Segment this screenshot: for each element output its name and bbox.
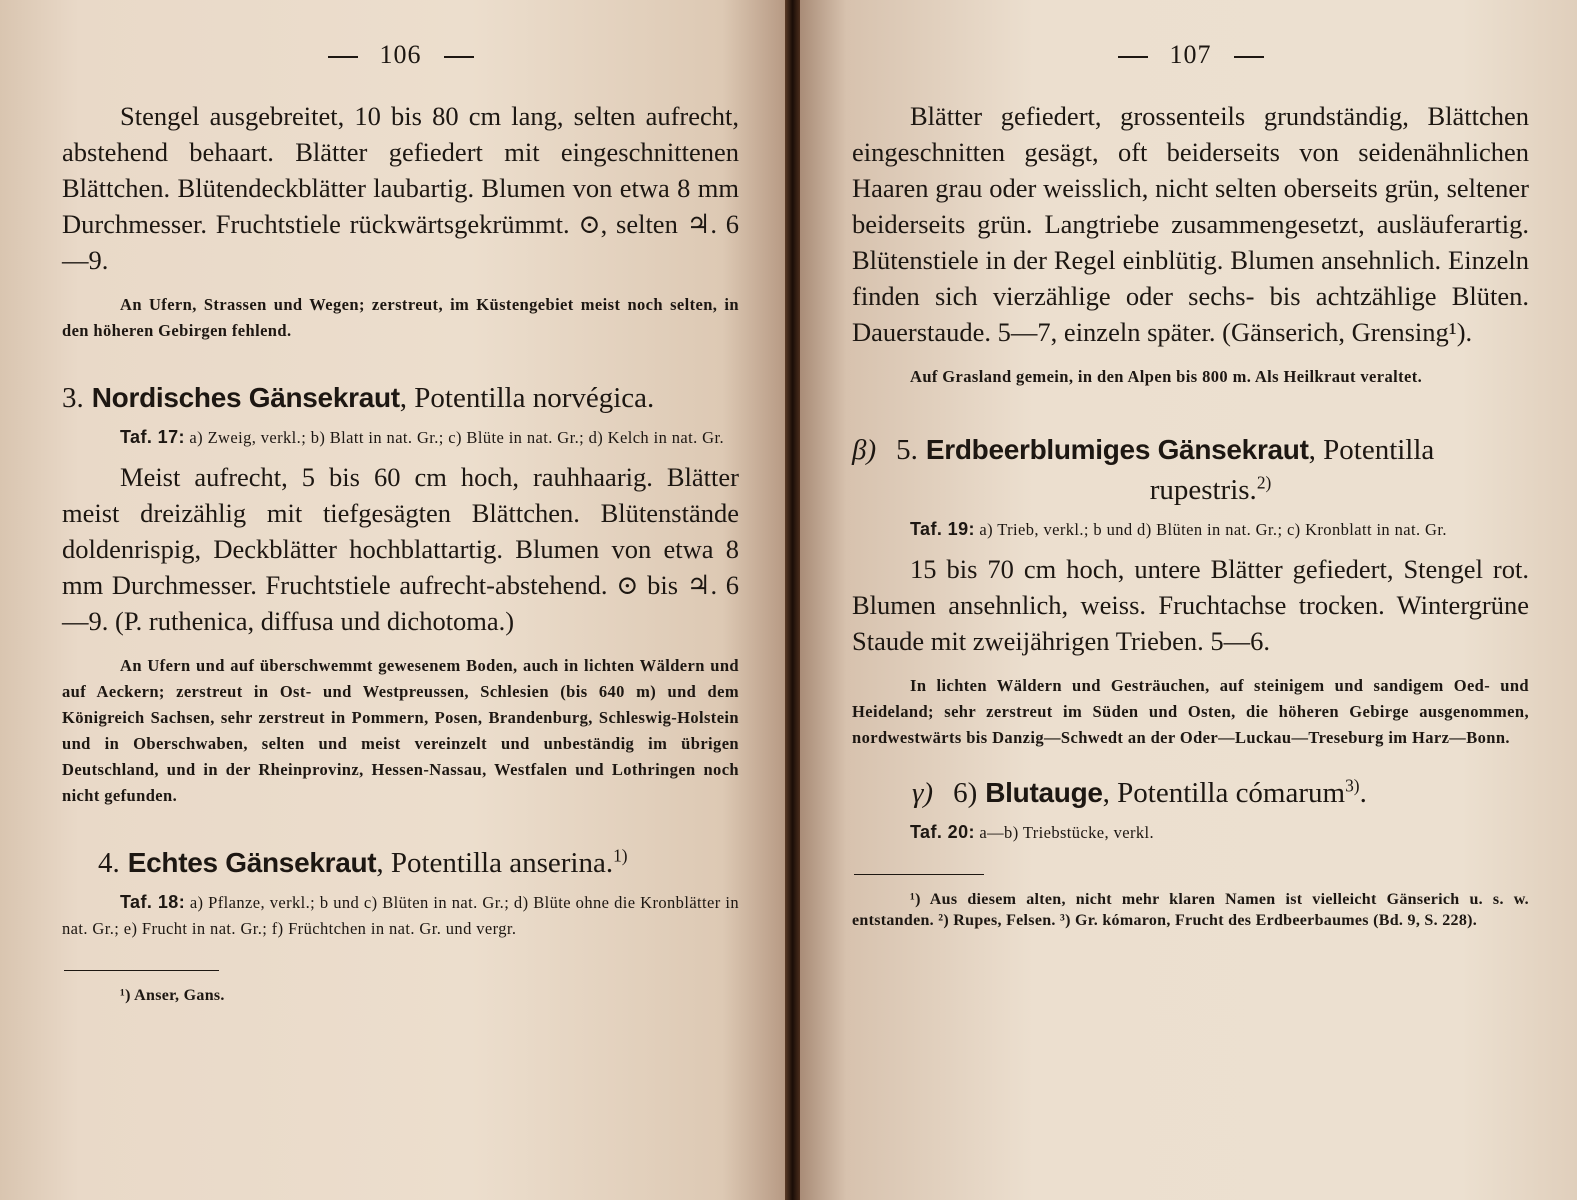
plate-reference [62, 424, 739, 451]
plate-text: a) Zweig, verkl.; b) Blatt in nat. Gr.; c) Blüte in nat. Gr.; d) Kelch in nat. Gr. [189, 428, 724, 447]
species-common-name: Nordisches Gänsekraut [91, 382, 400, 413]
left-page [0, 0, 785, 1200]
species-latin-name: , Potentilla cómarum [1102, 777, 1346, 809]
species-latin-epithet: rupestris. [1149, 474, 1257, 506]
species-number: 5. [896, 434, 918, 466]
description-paragraph: Meist aufrecht, 5 bis 60 cm hoch, rauhhaarig. Blätter meist dreizählig mit tiefgesägten Blättchen. Blütenstände doldenrispig, Deckblätter hochblattartig. Blumen von etwa 8 mm Durchmesser. Fruchtstiele aufrecht-abstehend. ⊙ bis ♃. 6—9. (P. ruthenica, diffusa und dichotoma.) [62, 462, 739, 636]
plate-reference [852, 819, 1529, 846]
habitat-note: Auf Grasland gemein, in den Alpen bis 800 m. Als Heilkraut veraltet. [910, 367, 1423, 386]
species-common-name: Erdbeerblumiges Gänsekraut [925, 434, 1309, 465]
heading-period: . [1359, 777, 1367, 809]
plate-reference [852, 516, 1529, 543]
plate-text: a) Trieb, verkl.; b und d) Blüten in nat. Gr.; c) Kronblatt in nat. Gr. [979, 520, 1447, 539]
book-gutter [785, 0, 800, 1200]
species-latin-name-continued [852, 470, 1529, 510]
description-paragraph: Stengel ausgebreitet, 10 bis 80 cm lang, selten aufrecht, abstehend behaart. Blätter gefiedert mit eingeschnittenen Blättchen. Blütendeckblätter laubartig. Blumen von etwa 8 mm Durchmesser. Fruchtstiele rückwärtsgekrümmt. ⊙, selten ♃. 6—9. [62, 101, 739, 275]
description-paragraph: 15 bis 70 cm hoch, untere Blätter gefiedert, Stengel rot. Blumen ansehnlich, weiss. Fruchtachse trocken. Wintergrüne Staude mit zweijährigen Trieben. 5—6. [852, 554, 1529, 656]
group-marker: γ) [912, 777, 934, 809]
footnote: ¹) Aus diesem alten, nicht mehr klaren Namen ist vielleicht Gänserich u. s. w. entstanden. ²) Rupes, Felsen. ³) Gr. kómaron, Frucht des Erdbeerbaumes (Bd. 9, S. 228). [852, 891, 1529, 929]
folio-dash [1234, 56, 1264, 58]
right-page [800, 0, 1577, 1200]
plate-reference [62, 889, 739, 942]
group-marker: β) [852, 434, 877, 466]
page-number-value: 106 [379, 40, 422, 69]
species-number: 3. [62, 382, 84, 414]
species-heading [62, 378, 739, 418]
species-heading [852, 430, 1529, 510]
species-latin-name: , Potentilla norvégica. [399, 382, 655, 414]
species-number: 4. [98, 847, 120, 879]
folio-dash [328, 56, 358, 58]
page-number-value: 107 [1169, 40, 1212, 69]
footnote-marker: 2) [1256, 472, 1272, 493]
folio-dash [444, 56, 474, 58]
species-common-name: Echtes Gänsekraut [127, 847, 377, 878]
footnote-marker: 3) [1345, 775, 1360, 796]
species-common-name: Blutauge [985, 777, 1103, 808]
species-heading [62, 843, 739, 883]
plate-label: Taf. 19: [910, 519, 975, 539]
folio-dash [1118, 56, 1148, 58]
species-latin-name: , Potentilla [1308, 434, 1435, 466]
page-number [62, 40, 739, 70]
description-paragraph: Blätter gefiedert, grossenteils grundständig, Blättchen eingeschnitten gesägt, oft beiderseits von seidenähnlichen Haaren grau oder weisslich, nicht selten oberseits grün, seltener beiderseits grün. Langtriebe zusammengesetzt, ausläuferartig. Blütenstiele in der Regel einblütig. Blumen ansehnlich. Einzeln finden sich vierzählige oder sechs- bis achtzählige Blüten. Dauerstaude. 5—7, einzeln später. (Gänserich, Grensing¹). [852, 101, 1529, 347]
footnote-marker: 1) [613, 845, 628, 866]
species-heading [852, 773, 1529, 813]
habitat-note: In lichten Wäldern und Gesträuchen, auf steinigem und sandigem Oed- und Heideland; sehr zerstreut im Süden und Osten, die höheren Gebirge ausgenommen, nordwestwärts bis Danzig—Schwedt an der Oder—Luckau—Treseburg im Harz—Bonn. [852, 676, 1529, 747]
footnote-rule [854, 874, 984, 875]
plate-text: a—b) Triebstücke, verkl. [979, 823, 1154, 842]
plate-label: Taf. 20: [910, 822, 975, 842]
plate-label: Taf. 18: [120, 892, 186, 912]
plate-text: a) Pflanze, verkl.; b und c) Blüten in nat. Gr.; d) Blüte ohne die Kronblätter in nat. Gr.; e) Frucht in nat. Gr.; f) Früchtchen in nat. Gr. und vergr. [62, 893, 739, 938]
habitat-note: An Ufern und auf überschwemmt gewesenem Boden, auch in lichten Wäldern und auf Aeckern; zerstreut in Ost- und Westpreussen, Schlesien (bis 640 m) und dem Königreich Sachsen, sehr zerstreut in Pommern, Posen, Brandenburg, Schleswig-Holstein und in Oberschwaben, selten und meist vereinzelt und unbeständig im übrigen Deutschland, und in der Rheinprovinz, Hessen-Nassau, Westfalen und Lothringen noch nicht gefunden. [62, 656, 739, 805]
page-number [852, 40, 1529, 70]
species-latin-name: , Potentilla anserina. [376, 847, 614, 879]
footnote: ¹) Anser, Gans. [120, 987, 225, 1004]
species-number: 6) [953, 777, 978, 809]
habitat-note: An Ufern, Strassen und Wegen; zerstreut, im Küstengebiet meist noch selten, in den höheren Gebirgen fehlend. [62, 295, 739, 340]
plate-label: Taf. 17: [120, 427, 185, 447]
footnote-rule [64, 970, 219, 971]
